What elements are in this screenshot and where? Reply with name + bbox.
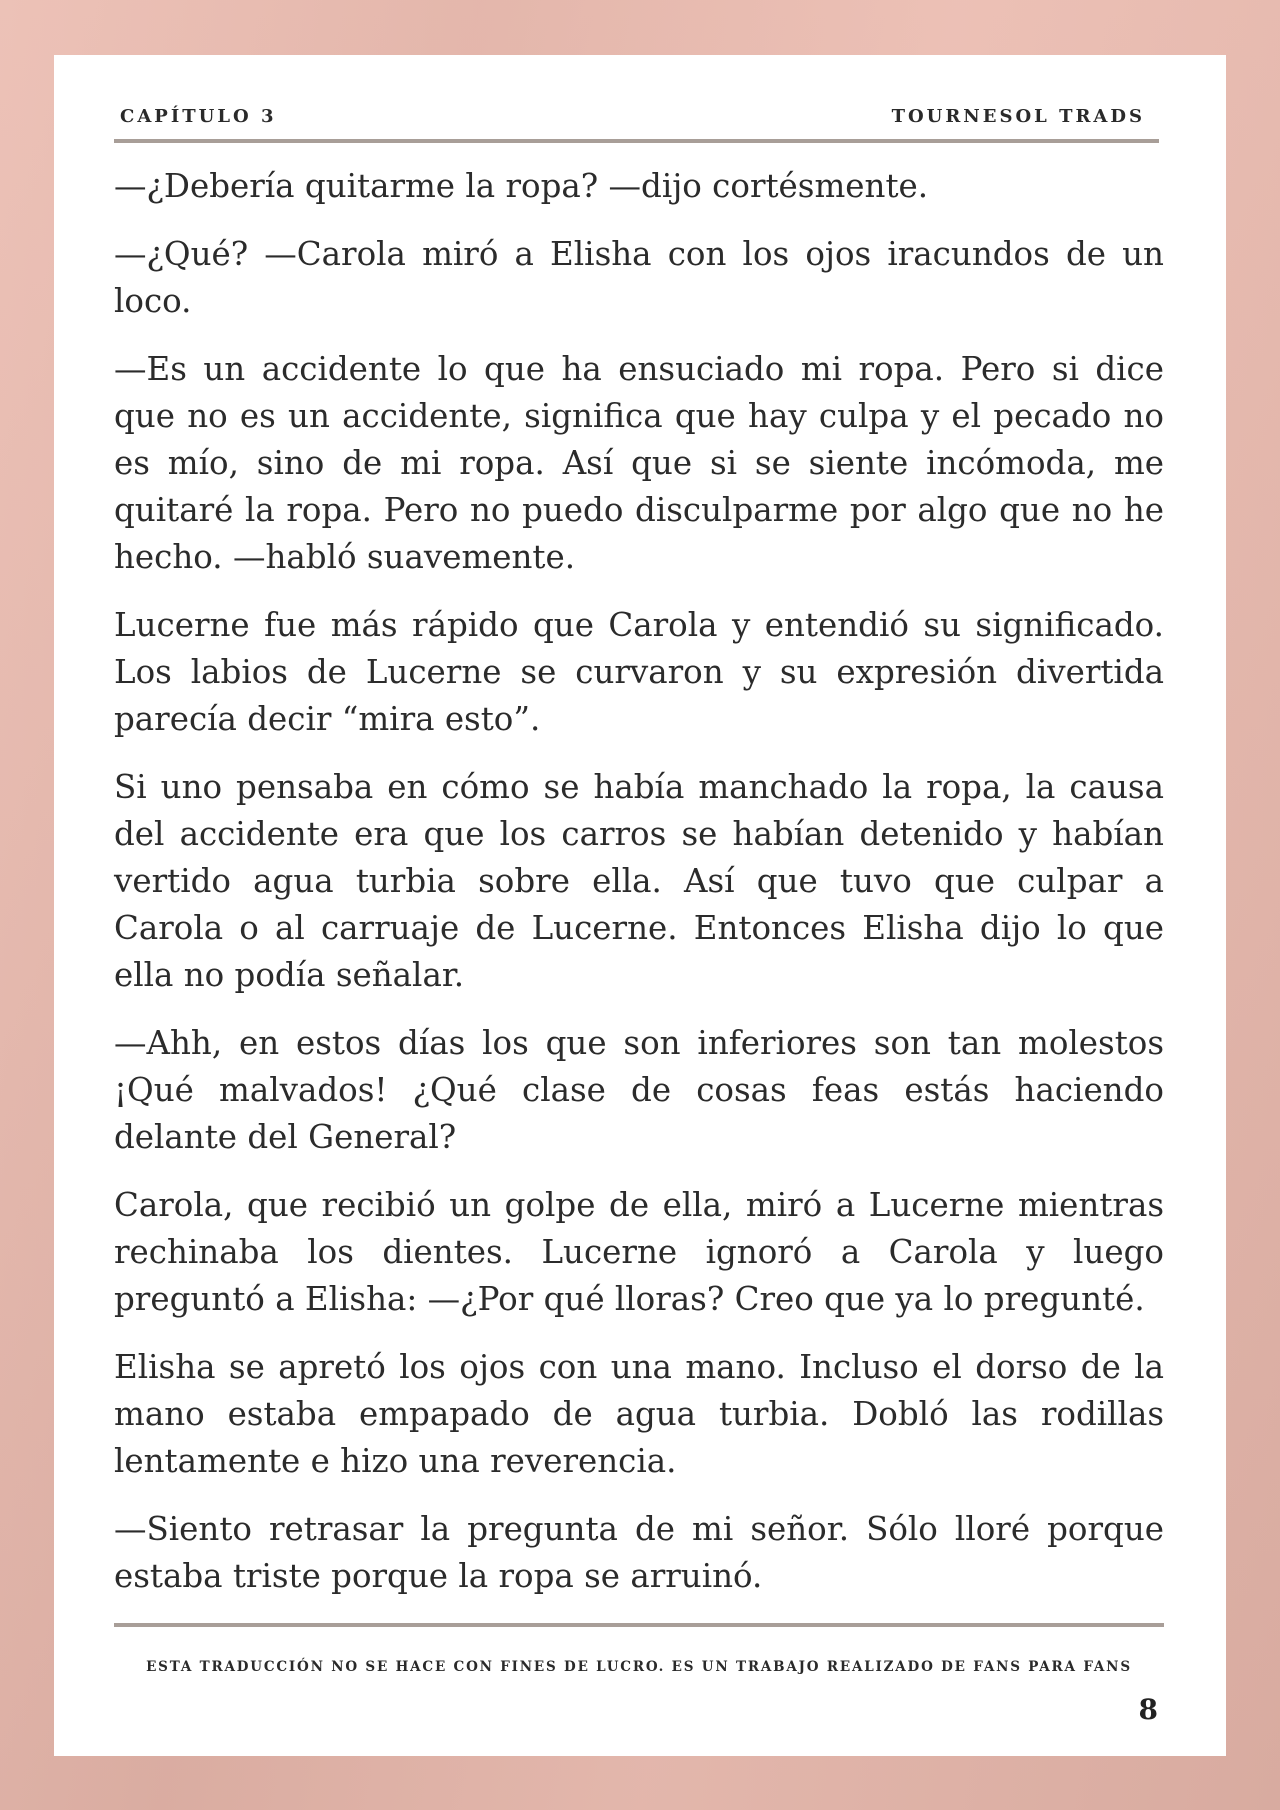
paragraph: —Siento retrasar la pregunta de mi señor. Sólo lloré porque estaba triste porque la ropa se arruinó. — [114, 1510, 1164, 1595]
paragraph: Lucerne fue más rápido que Carola y entendió su significado. Los labios de Lucerne se curvaron y su expresión divertida parecía decir “mira esto”. — [114, 606, 1164, 738]
body-text — [114, 163, 1164, 1621]
disclaimer-note: ESTA TRADUCCIÓN NO SE HACE CON FINES DE LUCRO. ES UN TRABAJO REALIZADO DE FANS PARA FANS — [146, 1659, 1132, 1675]
page-number: 8 — [1138, 1693, 1158, 1726]
paragraph: —¿Qué? —Carola miró a Elisha con los ojos iracundos de un loco. — [114, 235, 1164, 320]
header-divider — [114, 139, 1159, 143]
paragraph: Si uno pensaba en cómo se había manchado la ropa, la causa del accidente era que los carros se habían detenido y habían vertido agua turbia sobre ella. Así que tuvo que culpar a Carola o al carruaje de Lucerne. Entonces Elisha dijo lo que ella no podía señalar. — [114, 768, 1164, 994]
group-name: TOURNESOL TRADS — [891, 106, 1145, 127]
paragraph: —¿Debería quitarme la ropa? —dijo cortésmente. — [114, 167, 929, 205]
paragraph: Carola, que recibió un golpe de ella, miró a Lucerne mientras rechinaba los dientes. Lucerne ignoró a Carola y luego preguntó a Elisha: —¿Por qué lloras? Creo que ya lo pregunté. — [114, 1186, 1164, 1318]
paragraph: —Es un accidente lo que ha ensuciado mi ropa. Pero si dice que no es un accidente, significa que hay culpa y el pecado no es mío, sino de mi ropa. Así que si se siente incómoda, me quitaré la ropa. Pero no puedo disculparme por algo que no he hecho. —habló suavemente. — [114, 350, 1164, 576]
footer-divider — [114, 1623, 1164, 1627]
document-page — [54, 55, 1226, 1756]
paragraph: —Ahh, en estos días los que son inferiores son tan molestos ¡Qué malvados! ¿Qué clase de cosas feas estás haciendo delante del General? — [114, 1024, 1164, 1156]
paragraph: Elisha se apretó los ojos con una mano. Incluso el dorso de la mano estaba empapado de agua turbia. Dobló las rodillas lentamente e hizo una reverencia. — [114, 1348, 1164, 1480]
chapter-label: CAPÍTULO 3 — [120, 106, 277, 127]
page-header — [114, 104, 1159, 130]
